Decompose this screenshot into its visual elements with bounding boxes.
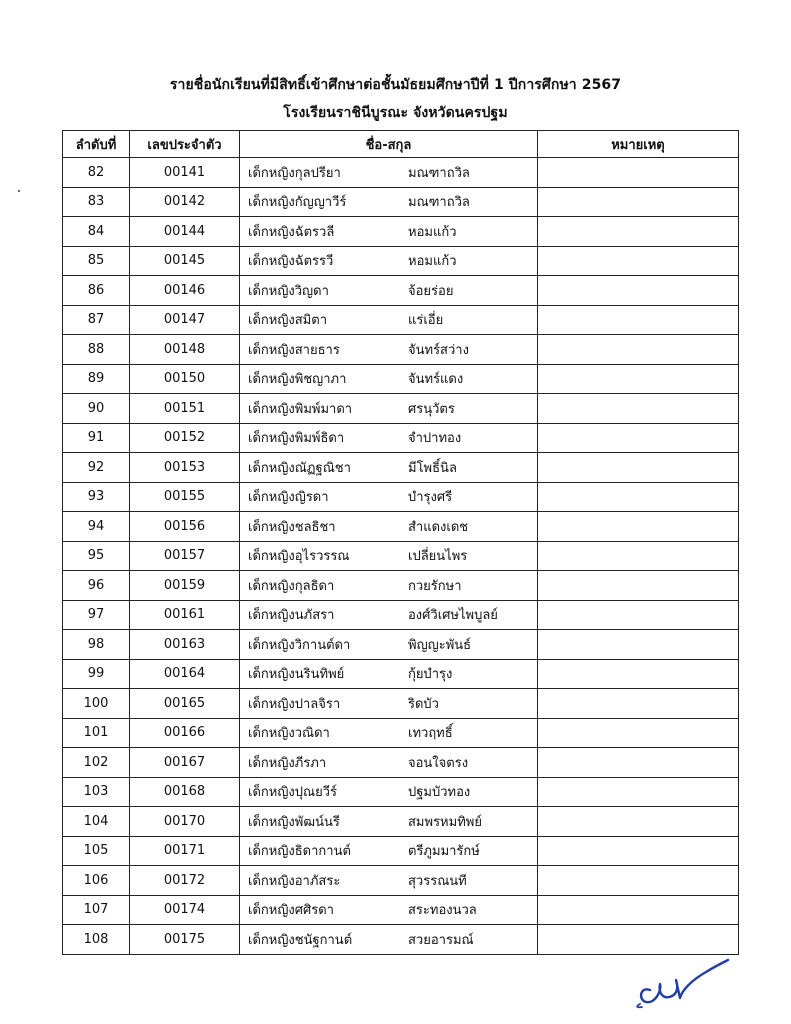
row-number: 108	[63, 925, 130, 955]
note-cell	[538, 630, 739, 660]
student-id: 00172	[130, 866, 240, 896]
note-cell	[538, 305, 739, 335]
student-first-name: เด็กหญิงอุไรวรรณ	[248, 549, 350, 565]
note-cell	[538, 364, 739, 394]
student-first-name: เด็กหญิงณัฏฐณิชา	[248, 460, 351, 476]
row-number: 106	[63, 866, 130, 896]
student-name-cell	[240, 158, 538, 188]
student-id: 00142	[130, 187, 240, 217]
row-number: 87	[63, 305, 130, 335]
student-id: 00151	[130, 394, 240, 424]
student-last-name: กวยรักษา	[408, 578, 462, 594]
student-last-name: กุ้ยบำรุง	[408, 667, 453, 683]
student-id: 00170	[130, 807, 240, 837]
row-number: 93	[63, 482, 130, 512]
student-name-cell	[240, 394, 538, 424]
student-name-cell	[240, 659, 538, 689]
student-last-name: สมพรหมทิพย์	[408, 814, 482, 830]
student-last-name: องศ์วิเศษไพบูลย์	[408, 608, 498, 624]
note-cell	[538, 748, 739, 778]
student-id: 00161	[130, 600, 240, 630]
student-id: 00148	[130, 335, 240, 365]
student-id: 00141	[130, 158, 240, 188]
student-first-name: เด็กหญิงวิญดา	[248, 283, 329, 299]
student-last-name: หอมแก้ว	[408, 254, 457, 270]
student-first-name: เด็กหญิงชลธิชา	[248, 519, 336, 535]
row-number: 85	[63, 246, 130, 276]
student-id: 00171	[130, 836, 240, 866]
student-first-name: เด็กหญิงญิรดา	[248, 490, 329, 506]
student-id: 00167	[130, 748, 240, 778]
student-name-cell	[240, 453, 538, 483]
row-number: 90	[63, 394, 130, 424]
row-number: 107	[63, 895, 130, 925]
table-row	[63, 600, 739, 630]
student-name-cell	[240, 895, 538, 925]
row-number: 100	[63, 689, 130, 719]
note-cell	[538, 453, 739, 483]
student-id: 00157	[130, 541, 240, 571]
row-number: 96	[63, 571, 130, 601]
table-row	[63, 335, 739, 365]
student-name-cell	[240, 777, 538, 807]
school-name: โรงเรียนราชินีบูรณะ จังหวัดนครปฐม	[283, 105, 508, 121]
student-first-name: เด็กหญิงปุณยวีร์	[248, 785, 337, 801]
table-row	[63, 541, 739, 571]
student-first-name: เด็กหญิงพิมพ์มาดา	[248, 401, 353, 417]
row-number: 84	[63, 217, 130, 247]
row-number: 104	[63, 807, 130, 837]
row-number: 88	[63, 335, 130, 365]
student-first-name: เด็กหญิงชนัฐกานต์	[248, 932, 353, 948]
student-last-name: จันทร์แดง	[408, 372, 464, 388]
student-last-name: มณฑาถวิล	[408, 195, 470, 211]
student-last-name: สวยอารมณ์	[408, 932, 474, 948]
table-row	[63, 659, 739, 689]
table-row	[63, 866, 739, 896]
student-id: 00152	[130, 423, 240, 453]
row-number: 95	[63, 541, 130, 571]
table-row	[63, 394, 739, 424]
student-name-cell	[240, 866, 538, 896]
note-cell	[538, 187, 739, 217]
student-name-cell	[240, 187, 538, 217]
note-cell	[538, 335, 739, 365]
student-id: 00146	[130, 276, 240, 306]
student-id: 00164	[130, 659, 240, 689]
student-name-cell	[240, 541, 538, 571]
note-cell	[538, 482, 739, 512]
student-name-cell	[240, 217, 538, 247]
note-cell	[538, 246, 739, 276]
student-last-name: ปฐมบัวทอง	[408, 785, 471, 801]
row-number: 83	[63, 187, 130, 217]
note-cell	[538, 895, 739, 925]
note-cell	[538, 600, 739, 630]
table-row	[63, 453, 739, 483]
table-row	[63, 217, 739, 247]
student-last-name: บำรุงศรี	[408, 490, 453, 506]
student-last-name: พิญญะพันธ์	[408, 637, 472, 653]
student-id: 00144	[130, 217, 240, 247]
student-name-cell	[240, 305, 538, 335]
table-row	[63, 718, 739, 748]
note-cell	[538, 777, 739, 807]
student-last-name: จำปาทอง	[408, 431, 462, 447]
student-first-name: เด็กหญิงศศิรดา	[248, 903, 334, 919]
student-id: 00166	[130, 718, 240, 748]
student-first-name: เด็กหญิงกุลธิดา	[248, 578, 335, 594]
student-first-name: เด็กหญิงภีรภา	[248, 755, 327, 771]
row-number: 92	[63, 453, 130, 483]
table-row	[63, 158, 739, 188]
column-header-no: ลำดับที่	[63, 131, 130, 158]
note-cell	[538, 394, 739, 424]
student-first-name: เด็กหญิงสมิตา	[248, 313, 327, 329]
student-id: 00156	[130, 512, 240, 542]
student-first-name: เด็กหญิงฉัตรวลี	[248, 224, 335, 240]
student-last-name: แร่เอี่ย	[408, 313, 444, 329]
student-id: 00147	[130, 305, 240, 335]
student-last-name: มีโพธิ์นิล	[408, 460, 457, 476]
student-last-name: สระทองนวล	[408, 903, 477, 919]
note-cell	[538, 541, 739, 571]
note-cell	[538, 718, 739, 748]
student-name-cell	[240, 364, 538, 394]
student-name-cell	[240, 836, 538, 866]
note-cell	[538, 836, 739, 866]
student-name-cell	[240, 807, 538, 837]
student-first-name: เด็กหญิงวิกานต์ดา	[248, 637, 351, 653]
table-row	[63, 777, 739, 807]
student-name-cell	[240, 571, 538, 601]
student-name-cell	[240, 600, 538, 630]
student-first-name: เด็กหญิงอาภัสระ	[248, 873, 341, 889]
student-first-name: เด็กหญิงฉัตรรวี	[248, 254, 334, 270]
student-last-name: จันทร์สว่าง	[408, 342, 469, 358]
note-cell	[538, 217, 739, 247]
student-last-name: จอนใจตรง	[408, 755, 469, 771]
student-first-name: เด็กหญิงกัญญาวีร์	[248, 195, 347, 211]
table-row	[63, 571, 739, 601]
student-name-cell	[240, 718, 538, 748]
student-last-name: เปลี่ยนไพร	[408, 549, 468, 565]
student-last-name: ตรีภูมมารักษ์	[408, 844, 480, 860]
student-id: 00174	[130, 895, 240, 925]
column-header-note: หมายเหตุ	[538, 131, 739, 158]
table-row	[63, 246, 739, 276]
note-cell	[538, 571, 739, 601]
note-cell	[538, 866, 739, 896]
student-first-name: เด็กหญิงสายธาร	[248, 342, 340, 358]
student-name-cell	[240, 482, 538, 512]
student-id: 00153	[130, 453, 240, 483]
row-number: 97	[63, 600, 130, 630]
table-row	[63, 748, 739, 778]
student-last-name: สำแดงเดช	[408, 519, 469, 535]
row-number: 105	[63, 836, 130, 866]
note-cell	[538, 423, 739, 453]
student-id: 00155	[130, 482, 240, 512]
row-number: 98	[63, 630, 130, 660]
note-cell	[538, 659, 739, 689]
student-name-cell	[240, 276, 538, 306]
student-first-name: เด็กหญิงพิมพ์ธิดา	[248, 431, 345, 447]
row-number: 82	[63, 158, 130, 188]
table-body	[63, 158, 739, 955]
table-row	[63, 276, 739, 306]
row-number: 99	[63, 659, 130, 689]
note-cell	[538, 276, 739, 306]
student-name-cell	[240, 335, 538, 365]
table-row	[63, 482, 739, 512]
student-id: 00159	[130, 571, 240, 601]
student-last-name: ศรนุวัตร	[408, 401, 455, 417]
row-number: 94	[63, 512, 130, 542]
row-number: 91	[63, 423, 130, 453]
column-header-name: ชื่อ-สกุล	[240, 131, 538, 158]
student-name-cell	[240, 423, 538, 453]
row-number: 101	[63, 718, 130, 748]
student-name-cell	[240, 246, 538, 276]
row-number: 103	[63, 777, 130, 807]
scan-speck	[18, 190, 20, 192]
table-row	[63, 807, 739, 837]
note-cell	[538, 158, 739, 188]
signature-mark	[632, 946, 732, 1010]
student-first-name: เด็กหญิงกุลปรียา	[248, 165, 341, 181]
student-last-name: หอมแก้ว	[408, 224, 457, 240]
table-row	[63, 630, 739, 660]
student-last-name: สุวรรณนที	[408, 873, 467, 889]
row-number: 86	[63, 276, 130, 306]
table-row	[63, 305, 739, 335]
row-number: 89	[63, 364, 130, 394]
student-last-name: จ้อยร่อย	[408, 283, 454, 299]
table-row	[63, 512, 739, 542]
student-list-table	[62, 130, 739, 955]
student-id: 00168	[130, 777, 240, 807]
note-cell	[538, 807, 739, 837]
student-name-cell	[240, 689, 538, 719]
note-cell	[538, 512, 739, 542]
note-cell	[538, 689, 739, 719]
table-row	[63, 364, 739, 394]
table-header-row	[63, 131, 739, 158]
student-id: 00150	[130, 364, 240, 394]
student-id: 00175	[130, 925, 240, 955]
document-title: รายชื่อนักเรียนที่มีสิทธิ์เข้าศึกษาต่อชั้นมัธยมศึกษาปีที่ 1 ปีการศึกษา 2567	[169, 77, 622, 93]
student-last-name: มณฑาถวิล	[408, 165, 470, 181]
student-first-name: เด็กหญิงนภัสรา	[248, 608, 335, 624]
student-first-name: เด็กหญิงพัฒน์นรี	[248, 814, 340, 830]
student-first-name: เด็กหญิงวณิดา	[248, 726, 330, 742]
student-first-name: เด็กหญิงธิดากานต์	[248, 844, 351, 860]
student-first-name: เด็กหญิงปาลจิรา	[248, 696, 341, 712]
student-name-cell	[240, 925, 538, 955]
table-row	[63, 895, 739, 925]
student-id: 00145	[130, 246, 240, 276]
student-name-cell	[240, 512, 538, 542]
student-last-name: เทวฤทธิ์	[408, 726, 453, 742]
student-first-name: เด็กหญิงนรินทิพย์	[248, 667, 345, 683]
table-row	[63, 187, 739, 217]
table-row	[63, 836, 739, 866]
student-name-cell	[240, 748, 538, 778]
student-id: 00165	[130, 689, 240, 719]
student-id: 00163	[130, 630, 240, 660]
student-last-name: ริดบัว	[408, 696, 439, 712]
column-header-id: เลขประจำตัว	[130, 131, 240, 158]
row-number: 102	[63, 748, 130, 778]
student-first-name: เด็กหญิงพิชญาภา	[248, 372, 347, 388]
table-row	[63, 423, 739, 453]
table-row	[63, 689, 739, 719]
student-name-cell	[240, 630, 538, 660]
